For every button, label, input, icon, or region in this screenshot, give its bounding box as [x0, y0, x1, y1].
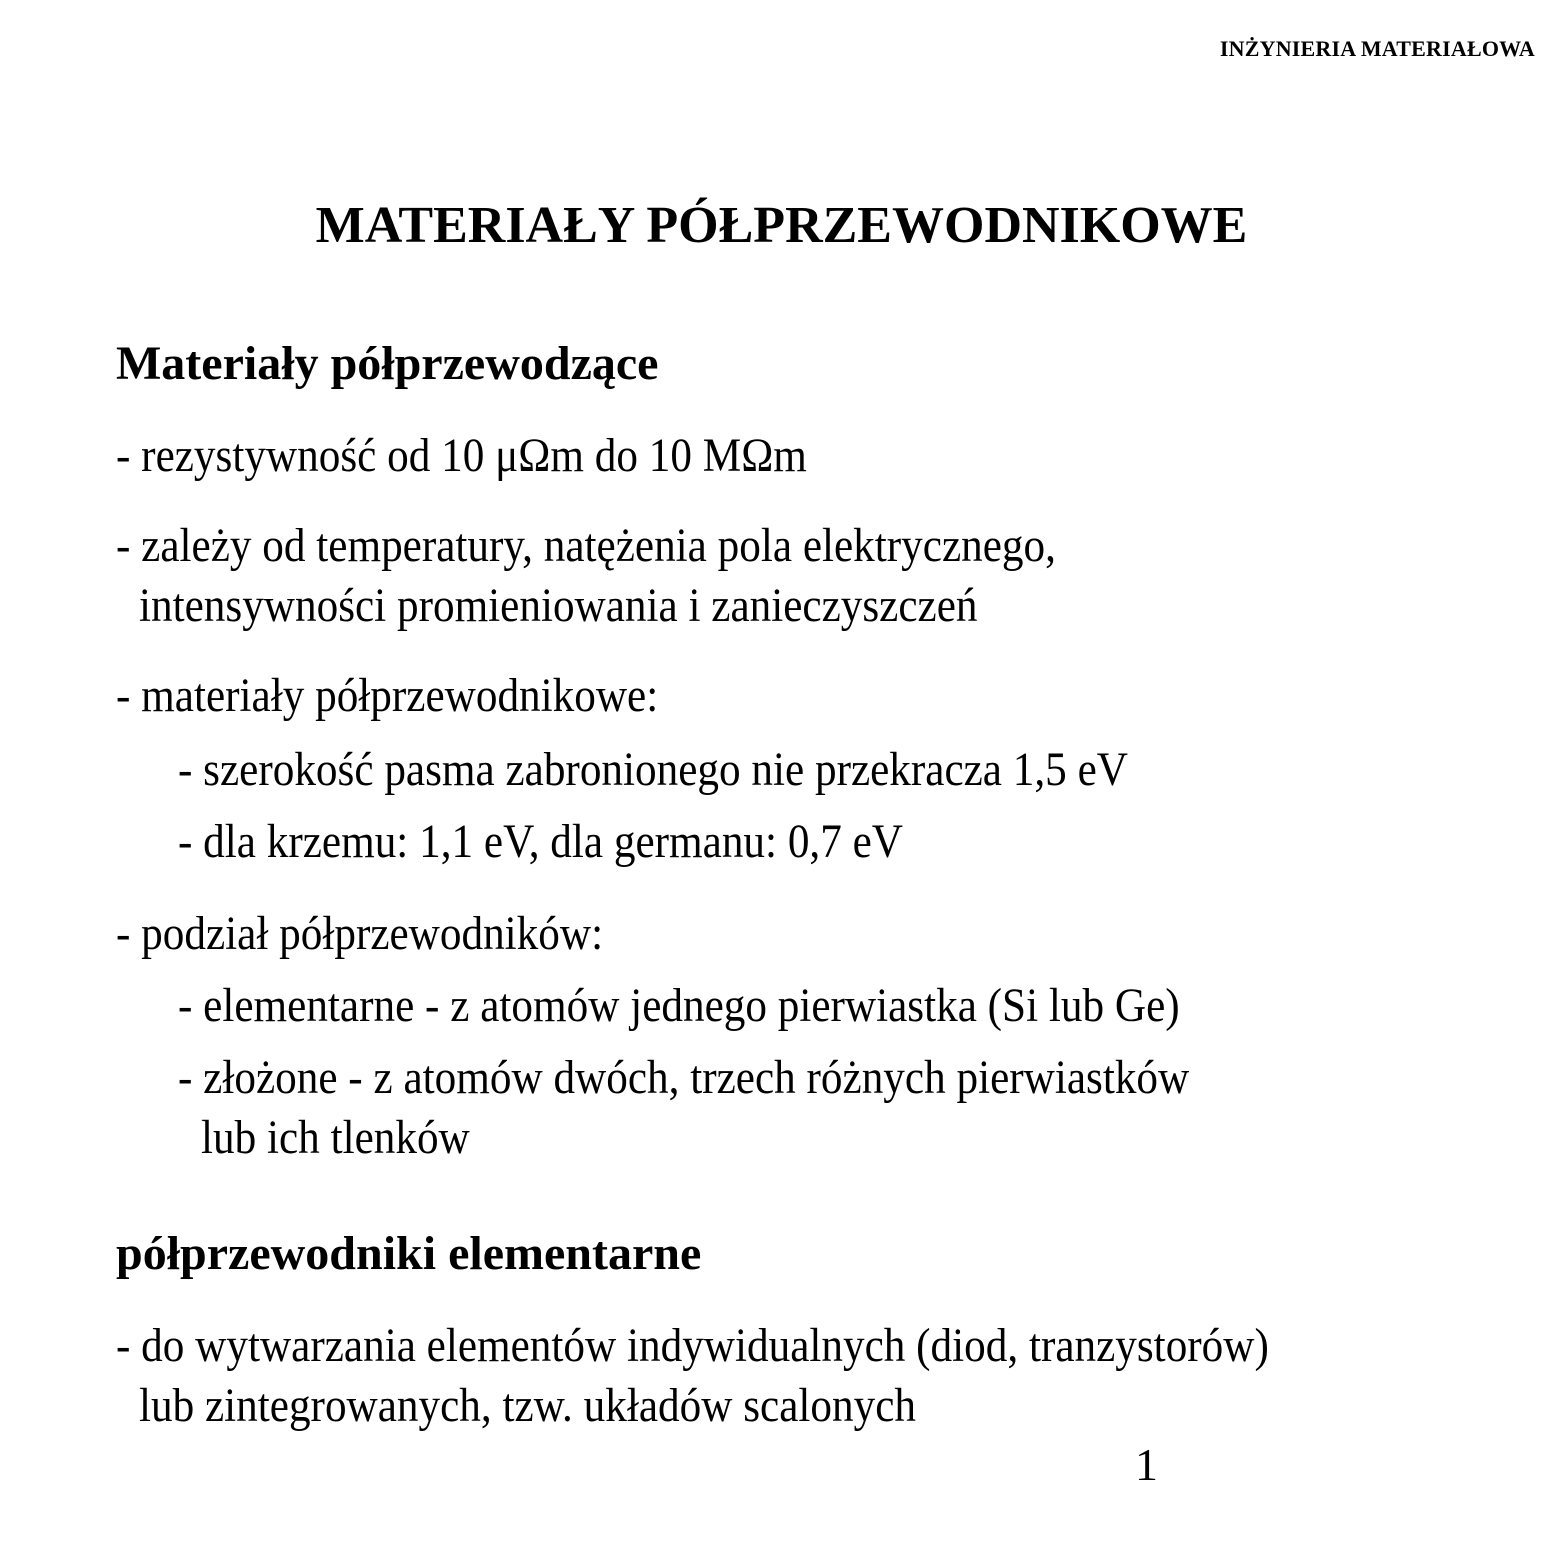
bullet-resistivity: - rezystywność od 10 μΩm do 10 MΩm [116, 429, 807, 482]
bullet-classification: - podział półprzewodników: [116, 907, 604, 960]
bullet-manufacturing-continued: lub zintegrowanych, tzw. układów scalonych [139, 1379, 916, 1432]
bullet-manufacturing: - do wytwarzania elementów indywidualnych (diod, tranzystorów) [116, 1319, 1269, 1372]
bullet-depends-on: - zależy od temperatury, natężenia pola elektrycznego, [116, 519, 1056, 572]
subbullet-band-gap: - szerokość pasma zabronionego nie przekracza 1,5 eV [178, 743, 1128, 796]
bullet-semiconductor-materials: - materiały półprzewodnikowe: [116, 669, 659, 722]
page-title: MATERIAŁY PÓŁPRZEWODNIKOWE [315, 197, 1248, 254]
subbullet-compound: - złożone - z atomów dwóch, trzech różnych pierwiastków [178, 1051, 1190, 1104]
section-heading-elemental-semiconductors: półprzewodniki elementarne [116, 1227, 702, 1280]
course-header: INŻYNIERIA MATERIAŁOWA [1219, 36, 1535, 61]
section-heading-semiconducting-materials: Materiały półprzewodzące [116, 337, 659, 390]
page-number: 1 [1135, 1439, 1158, 1490]
subbullet-si-ge-values: - dla krzemu: 1,1 eV, dla germanu: 0,7 eV [178, 815, 903, 868]
subbullet-compound-continued: lub ich tlenków [201, 1111, 470, 1164]
bullet-depends-on-continued: intensywności promieniowania i zanieczyszczeń [139, 579, 978, 632]
subbullet-elemental: - elementarne - z atomów jednego pierwiastka (Si lub Ge) [178, 979, 1180, 1032]
